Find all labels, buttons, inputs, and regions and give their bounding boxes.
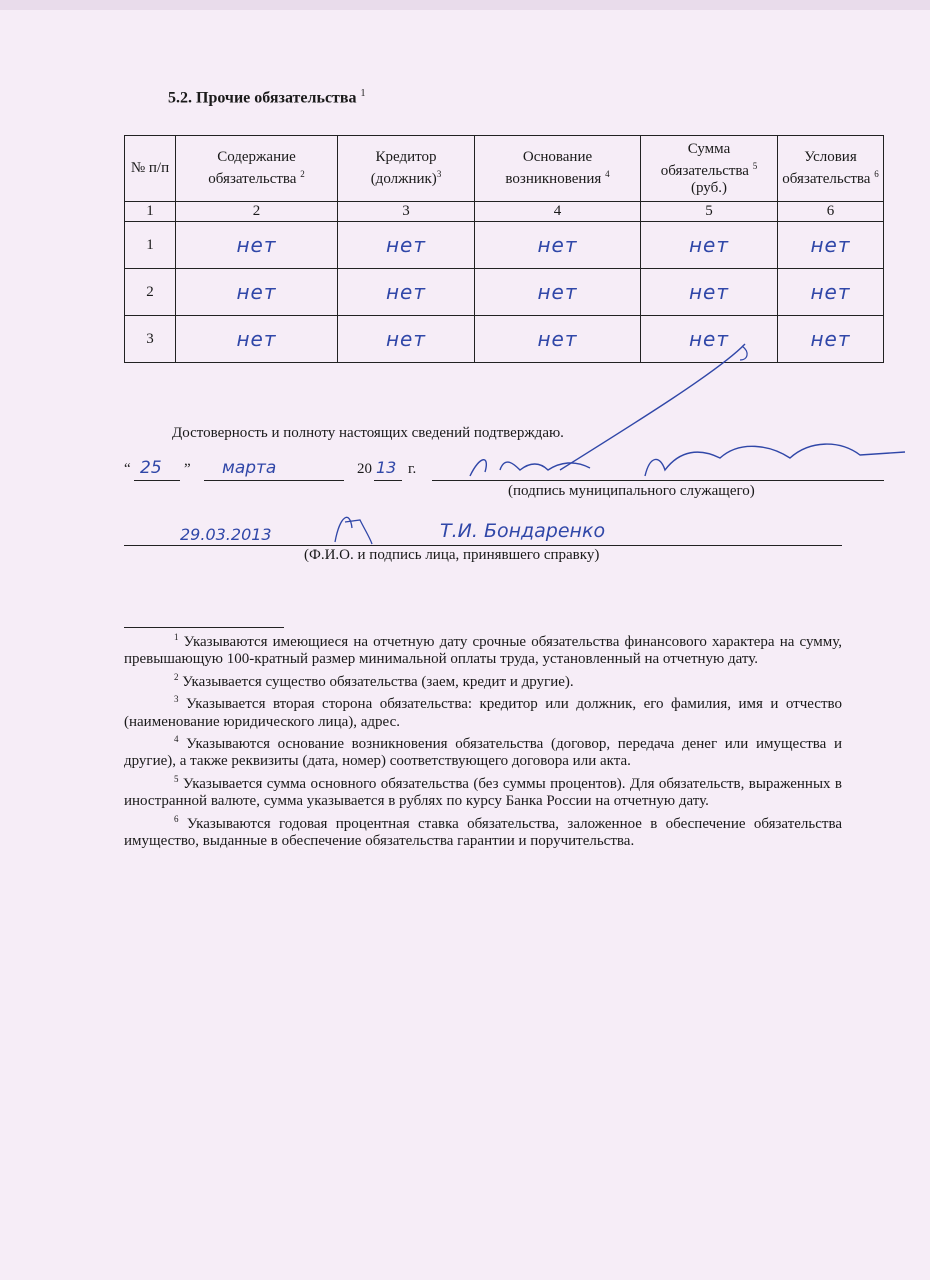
col-number: 4 — [475, 202, 641, 222]
handwritten-net: нет — [810, 279, 851, 304]
handwritten-receiver-name: Т.И. Бондаренко — [440, 520, 606, 542]
handwritten-net: нет — [385, 326, 427, 351]
quote-open: “ — [124, 461, 131, 477]
quote-close: ” — [184, 461, 191, 477]
handwritten-net: нет — [688, 279, 730, 304]
handwritten-net: нет — [537, 232, 578, 257]
handwritten-day: 25 — [140, 458, 162, 478]
footnote: $^3$ Указывается вторая сторона обязательства: кредитор или должник, его фамилия, имя и отчество (наименование юридического лица), адрес. — [124, 694, 843, 730]
handwritten-net: нет — [688, 232, 730, 257]
footnote: $^2$ Указывается существо обязательства (заем, кредит и другие). — [174, 671, 574, 690]
receiver-caption: (Ф.И.О. и подпись лица, принявшего справку) — [304, 547, 600, 563]
handwritten-month: марта — [222, 458, 277, 478]
handwritten-net: нет — [236, 279, 277, 304]
col-number: 3 — [338, 202, 475, 222]
employee-signature-left — [470, 460, 590, 476]
handwritten-net: нет — [810, 326, 851, 351]
handwritten-net: нет — [385, 279, 427, 304]
header-num: № п/п — [125, 136, 176, 202]
handwritten-net: нет — [537, 279, 578, 304]
footnotes — [124, 629, 842, 850]
handwritten-net: нет — [537, 326, 578, 351]
year-underline — [374, 480, 402, 481]
handwritten-net: нет — [810, 232, 851, 257]
receiver-underline — [124, 545, 842, 546]
footnote: $^4$ Указываются основание возникновения обязательства (договор, передача денег или имущества и другие), а также реквизиты (дата, номер) соответствующего договора или акта. — [124, 734, 842, 770]
year-unit: г. — [408, 461, 417, 477]
crossout-stroke — [560, 344, 745, 470]
employee-signature-right — [645, 444, 905, 476]
year-prefix: 20 — [357, 461, 372, 477]
footnote: $^6$ Указываются годовая процентная ставка обязательства, заложенное в обеспечение обязательства имущество, выданные в обеспечение обязательства гарантии и поручительства. — [124, 813, 842, 850]
footnote: $^1$ Указываются имеющиеся на отчетную дату срочные обязательства финансового характера на сумму, превышающую 100-кратный размер минимальной оплаты труда, установленный на отчетную дату. — [124, 632, 843, 668]
handwritten-net: нет — [236, 326, 277, 351]
handwritten-net: нет — [688, 326, 730, 351]
handwritten-net: нет — [236, 232, 277, 257]
row-number: 2 — [125, 269, 176, 316]
row-number: 3 — [125, 316, 176, 363]
header-content: Содержание обязательства $^2$ — [176, 136, 338, 202]
col-number: 1 — [125, 202, 176, 222]
footnote-rule — [124, 627, 284, 628]
day-underline — [134, 480, 180, 481]
signature-underline — [432, 480, 884, 481]
section-title: 5.2. Прочие обязательства $^1$ — [168, 88, 366, 107]
handwritten-year: 13 — [376, 458, 397, 477]
employee-signature-caption: (подпись муниципального служащего) — [508, 483, 755, 499]
col-number: 6 — [778, 202, 884, 222]
header-amount: Сумма обязательства $^5$ (руб.) — [641, 136, 778, 202]
month-underline — [204, 480, 344, 481]
header-basis: Основание возникновения $^4$ — [475, 136, 641, 202]
header-conditions: Условия обязательства $^6$ — [778, 136, 884, 202]
receiver-signature — [335, 517, 372, 544]
col-number: 2 — [176, 202, 338, 222]
confirmation-text: Достоверность и полноту настоящих сведений подтверждаю. — [172, 425, 564, 441]
handwritten-net: нет — [385, 232, 427, 257]
col-number: 5 — [641, 202, 778, 222]
header-creditor: Кредитор (должник)$^3$ — [338, 136, 475, 202]
row-number: 1 — [125, 222, 176, 269]
handwritten-received-date: 29.03.2013 — [180, 525, 272, 544]
footnote: $^5$ Указывается сумма основного обязательства (без суммы процентов). Для обязательств, выраженных в иностранной валюте, сумма указывается в рублях по курсу Банка России на отчетную дату. — [124, 773, 842, 810]
